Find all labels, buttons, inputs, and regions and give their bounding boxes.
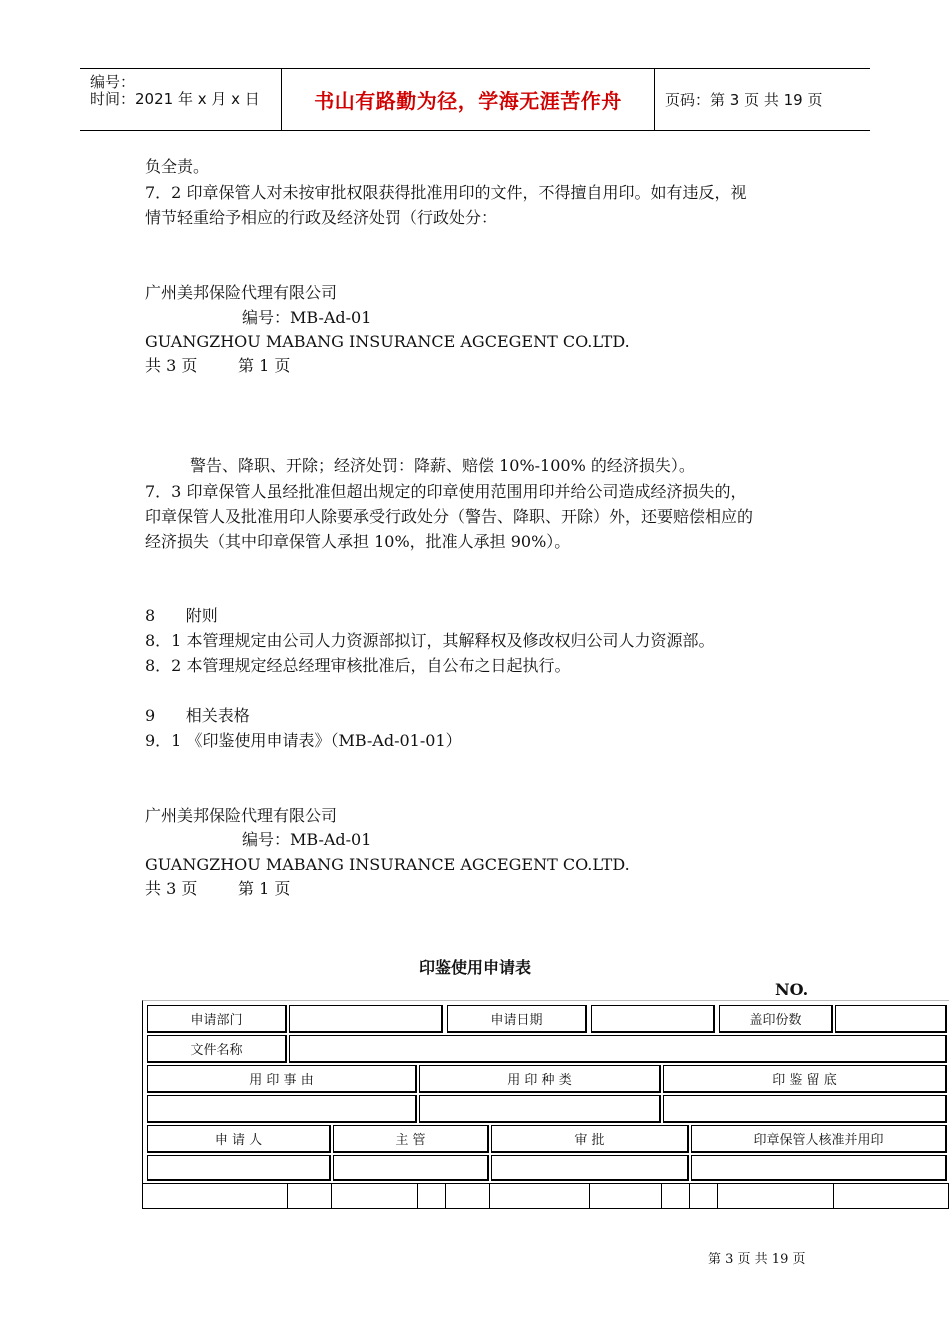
company-english-2: GUANGZHOU MABANG INSURANCE AGCEGENT CO.LTD. (145, 855, 630, 874)
page-count-2: 共 3 页 第 1 页 (145, 879, 291, 898)
header-page-info: 页码：第 3 页 共 19 页 (665, 91, 823, 109)
doc-number-label: 编号： (90, 73, 136, 91)
reason-field[interactable] (147, 1095, 417, 1123)
paragraph-penalty: 警告、降职、开除；经济处罚：降薪、赔偿 10%-100% 的经济损失）。 (190, 456, 695, 475)
seal-keep-label: 印 鉴 留 底 (663, 1065, 947, 1093)
section-8-heading: 8 附则 (145, 606, 218, 625)
grid-col-line (287, 1183, 288, 1209)
header-motto-cell (282, 69, 655, 130)
seal-keep-field[interactable] (663, 1095, 947, 1123)
grid-col-line (417, 1183, 418, 1209)
section-8-2: 8．2 本管理规定经总经理审核批准后，自公布之日起执行。 (145, 656, 571, 675)
date-label: 时间：2021 年 x 月 x 日 (90, 90, 260, 108)
date-field[interactable] (591, 1005, 715, 1033)
page-footer: 第 3 页 共 19 页 (708, 1252, 806, 1267)
doc-code-2: 编号：MB-Ad-01 (242, 830, 372, 849)
copies-field[interactable] (835, 1005, 947, 1033)
grid-col-line (489, 1183, 490, 1209)
seal-application-form (142, 1000, 949, 1209)
doc-code-1: 编号：MB-Ad-01 (242, 308, 372, 327)
grid-bottom-border (143, 1208, 949, 1209)
grid-divider (143, 1183, 949, 1184)
keeper-field[interactable] (691, 1155, 947, 1181)
grid-col-line (948, 1183, 949, 1209)
seal-type-label: 用 印 种 类 (419, 1065, 661, 1093)
seal-type-field[interactable] (419, 1095, 661, 1123)
keeper-label: 印章保管人核准并用印 (691, 1125, 947, 1153)
page-count-1: 共 3 页 第 1 页 (145, 356, 291, 375)
company-english-1: GUANGZHOU MABANG INSURANCE AGCEGENT CO.LTD. (145, 332, 630, 351)
dept-label: 申请部门 (147, 1005, 287, 1033)
section-8-1: 8．1 本管理规定由公司人力资源部拟订，其解释权及修改权归公司人力资源部。 (145, 631, 715, 650)
file-name-field[interactable] (289, 1035, 947, 1063)
approval-label: 审 批 (491, 1125, 689, 1153)
company-name-2: 广州美邦保险代理有限公司 (145, 806, 338, 825)
grid-col-line (717, 1183, 718, 1209)
section-9-heading: 9 相关表格 (145, 706, 250, 725)
supervisor-label: 主 管 (333, 1125, 489, 1153)
applicant-label: 申 请 人 (147, 1125, 331, 1153)
company-name-1: 广州美邦保险代理有限公司 (145, 283, 338, 302)
form-title: 印鉴使用申请表 (418, 958, 531, 977)
grid-col-line (661, 1183, 662, 1209)
applicant-field[interactable] (147, 1155, 331, 1181)
date-label: 申请日期 (447, 1005, 587, 1033)
paragraph-7-3-line-2: 印章保管人及批准用印人除要承受行政处分（警告、降职、开除）外，还要赔偿相应的 (145, 507, 754, 526)
grid-col-line (689, 1183, 690, 1209)
paragraph-7-3-line-3: 经济损失（其中印章保管人承担 10%，批准人承担 90%）。 (145, 532, 571, 551)
file-name-label: 文件名称 (147, 1035, 287, 1063)
paragraph-7-2-line-1: 7．2 印章保管人对未按审批权限获得批准用印的文件，不得擅自用印。如有违反，视 (145, 183, 747, 202)
paragraph-1: 负全责。 (145, 157, 210, 176)
supervisor-field[interactable] (333, 1155, 489, 1181)
paragraph-7-3-line-1: 7．3 印章保管人虽经批准但超出规定的印章使用范围用印并给公司造成经济损失的， (145, 482, 747, 501)
header-page-cell (655, 69, 870, 130)
approval-field[interactable] (491, 1155, 689, 1181)
paragraph-7-2-line-2: 情节轻重给予相应的行政及经济处罚（行政处分： (145, 208, 498, 227)
motto-text: 书山有路勤为径，学海无涯苦作舟 (314, 89, 622, 113)
grid-col-line (589, 1183, 590, 1209)
reason-label: 用 印 事 由 (147, 1065, 417, 1093)
grid-col-line (331, 1183, 332, 1209)
header-left-cell (80, 69, 282, 130)
dept-field[interactable] (289, 1005, 443, 1033)
copies-label: 盖印份数 (719, 1005, 833, 1033)
page-header (80, 68, 870, 131)
grid-col-line (445, 1183, 446, 1209)
section-9-1: 9．1 《印鉴使用申请表》（MB-Ad-01-01） (145, 731, 462, 750)
form-number-label: NO. (775, 980, 809, 999)
grid-col-line (833, 1183, 834, 1209)
